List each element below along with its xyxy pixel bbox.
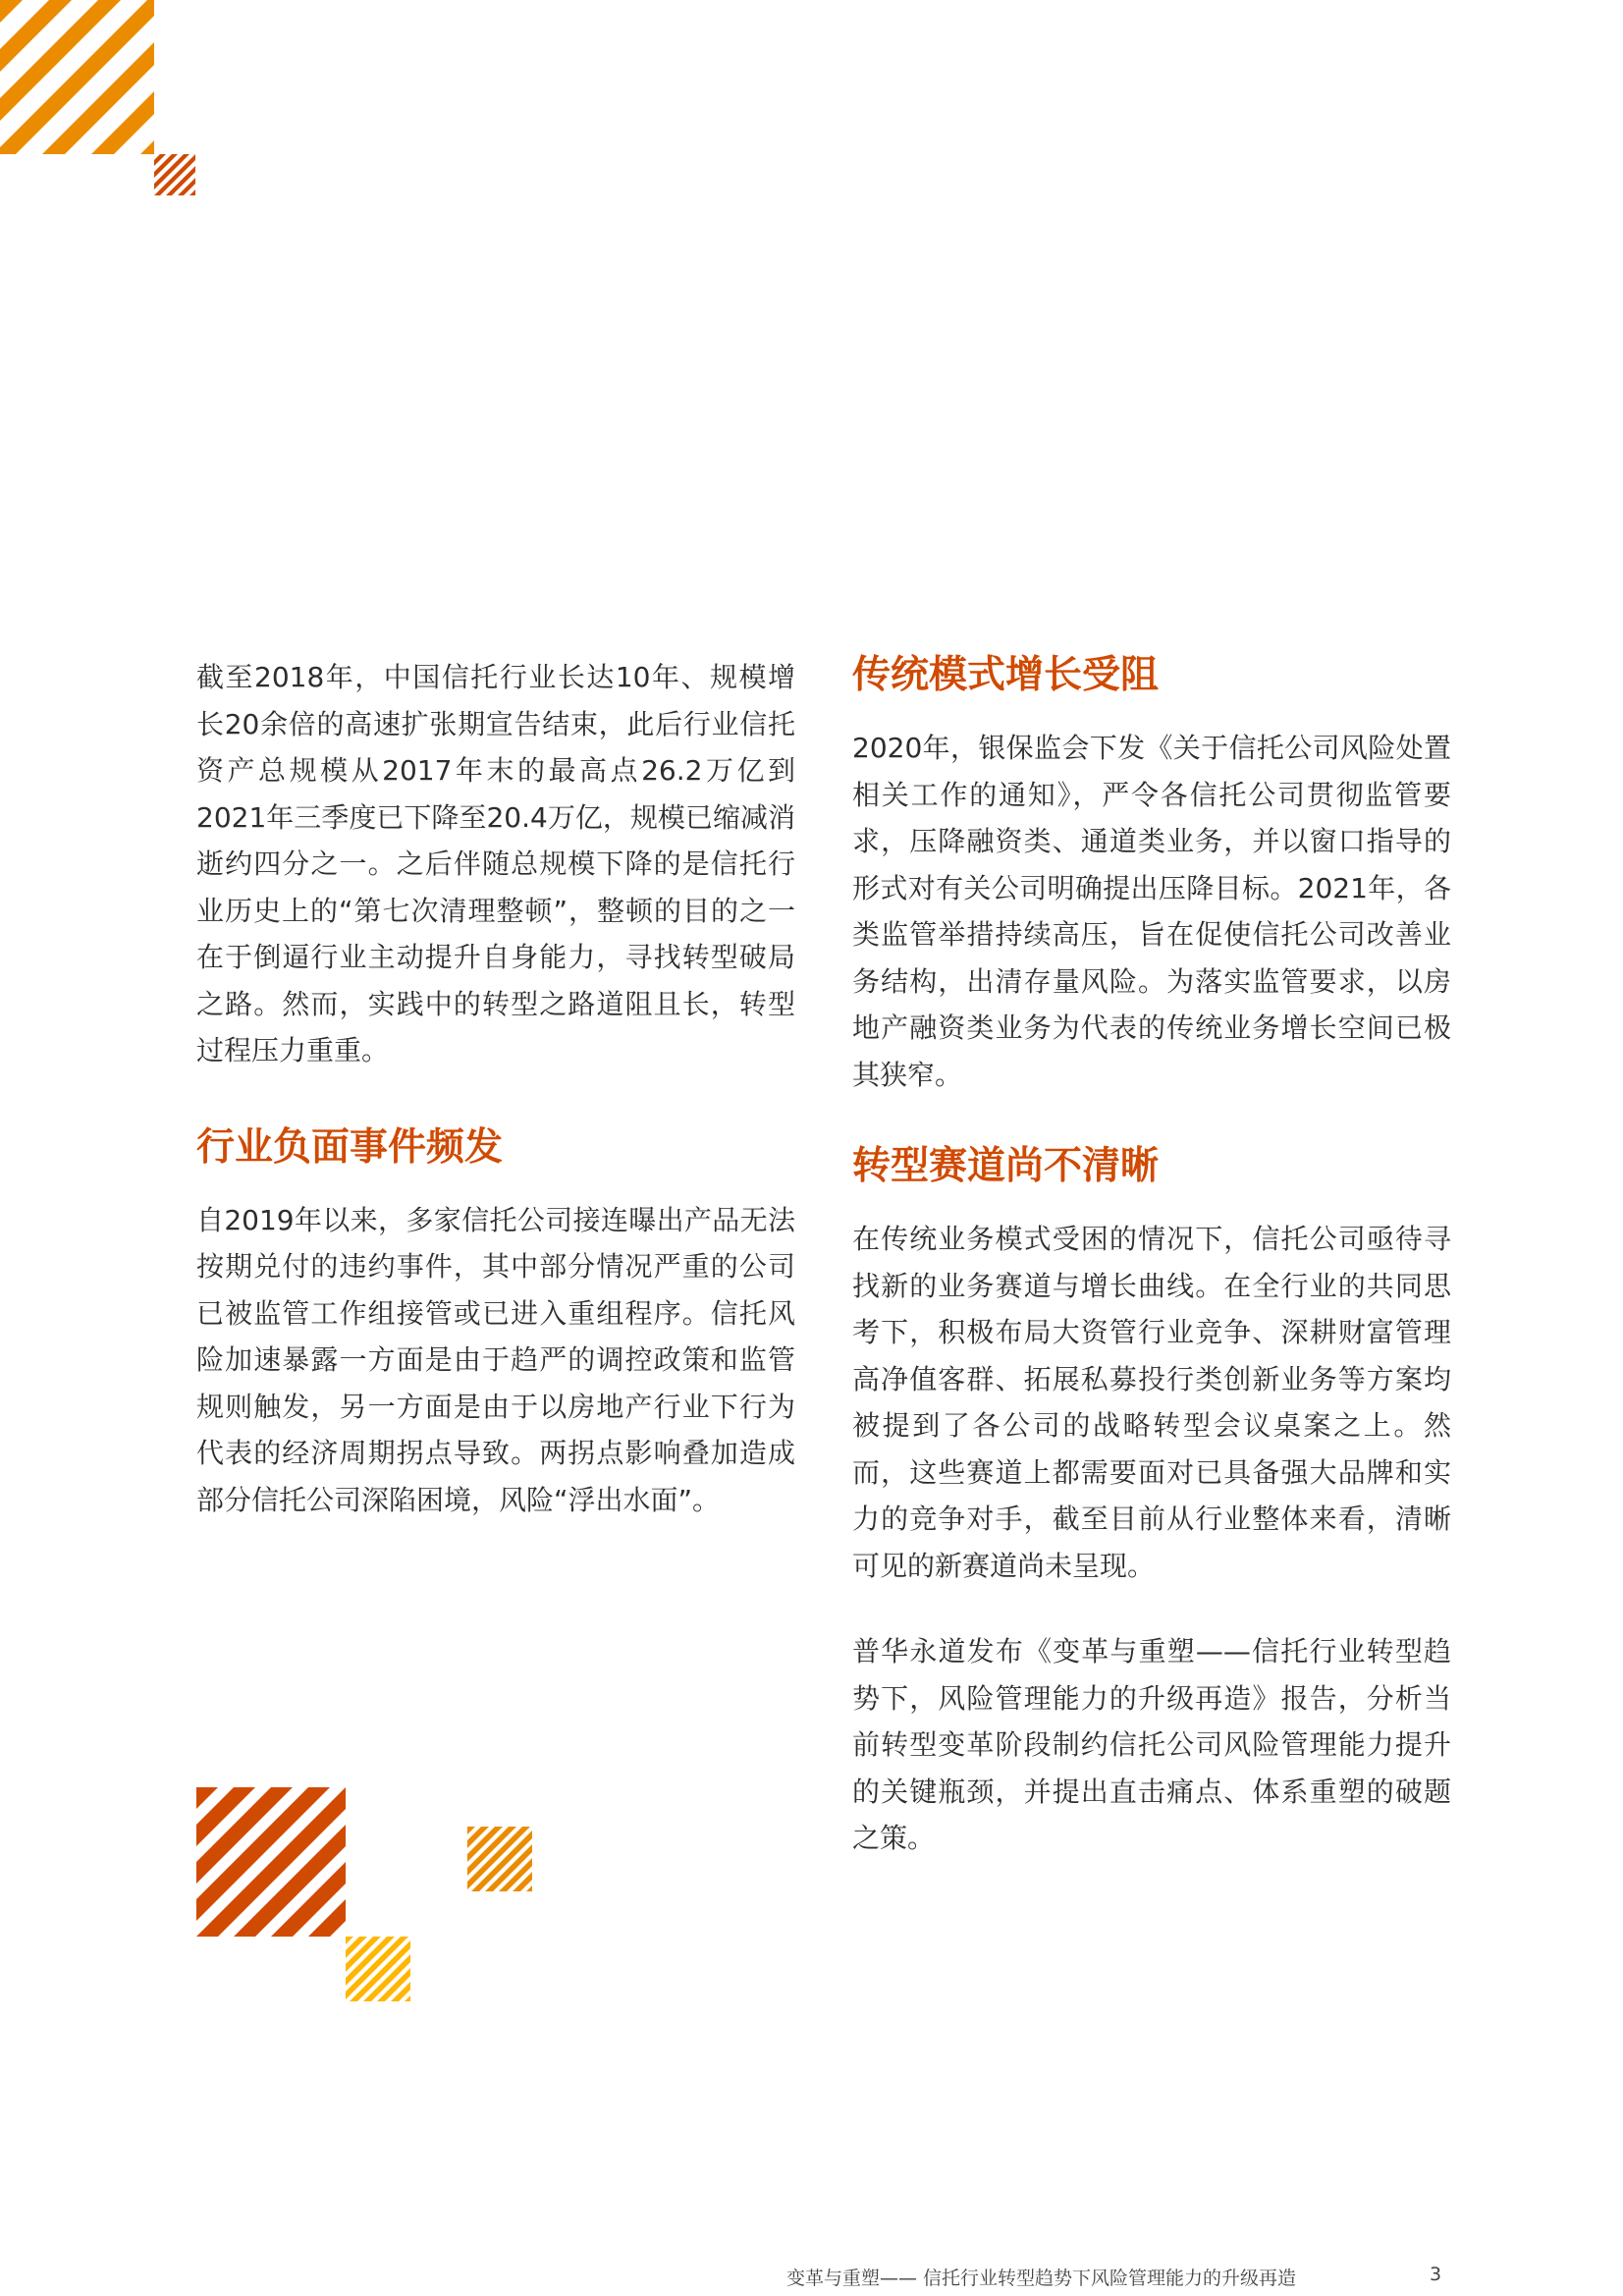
section-body-transformation-track: 在传统业务模式受困的情况下，信托公司亟待寻找新的业务赛道与增长曲线。在全行业的共同思考下，积极布局大资管行业竞争、深耕财富管理高净值客群、拓展私募投行类创新业务等方案均被提到了各公司的战略转型会议桌案之上。然而，这些赛道上都需要面对已具备强大品牌和实力的竞争对手，截至目前从行业整体来看，清晰可见的新赛道尚未呈现。: [852, 1223, 1451, 1582]
bottom-stripe-pattern: [196, 1787, 550, 2003]
right-column: [852, 648, 1451, 1862]
section-body-negative-events: 自2019年以来，多家信托公司接连曝出产品无法按期兑付的违约事件，其中部分情况严重的公司已被监管工作组接管或已进入重组程序。信托风险加速暴露一方面是由于趋严的调控政策和监管规则触发，另一方面是由于以房地产行业下行为代表的经济周期拐点导致。两拐点影响叠加造成部分信托公司深陷困境，风险“浮出水面”。: [196, 1203, 795, 1516]
page-number: 3: [1430, 2264, 1442, 2285]
section-heading-negative-events: 行业负面事件频发: [196, 1124, 504, 1170]
closing-paragraph: 普华永道发布《变革与重塑——信托行业转型趋势下，风险管理能力的升级再造》报告，分析当前转型变革阶段制约信托公司风险管理能力提升的关键瓶颈，并提出直击痛点、体系重塑的破题之策。: [852, 1635, 1451, 1854]
section-body-traditional-model: 2020年，银保监会下发《关于信托公司风险处置相关工作的通知》，严令各信托公司贯彻监管要求，压降融资类、通道类业务，并以窗口指导的形式对有关公司明确提出压降目标。2021年，各类监管举措持续高压，旨在促使信托公司改善业务结构，出清存量风险。为落实监管要求，以房地产融资类业务为代表的传统业务增长空间已极其狭窄。: [852, 732, 1451, 1091]
section-heading-traditional-model: 传统模式增长受阻: [852, 653, 1160, 697]
section-heading-transformation-track: 转型赛道尚不清晰: [852, 1144, 1160, 1188]
intro-paragraph: 截至2018年，中国信托行业长达10年、规模增长20余倍的高速扩张期宣告结束，此后行业信托资产总规模从2017年末的最高点26.2万亿到2021年三季度已下降至20.4万亿，规模已缩减消逝约四分之一。之后伴随总规模下降的是信托行业历史上的“第七次清理整顿”，整顿的目的之一在于倒逼行业主动提升自身能力，寻找转型破局之路。然而，实践中的转型之路道阻且长，转型过程压力重重。: [196, 661, 795, 1066]
left-column: [196, 654, 795, 1523]
footer-report-title: 变革与重塑—— 信托行业转型趋势下风险管理能力的升级再造: [785, 2268, 1296, 2289]
page-footer: [0, 2264, 1623, 2293]
top-left-stripe-pattern: [0, 0, 196, 201]
